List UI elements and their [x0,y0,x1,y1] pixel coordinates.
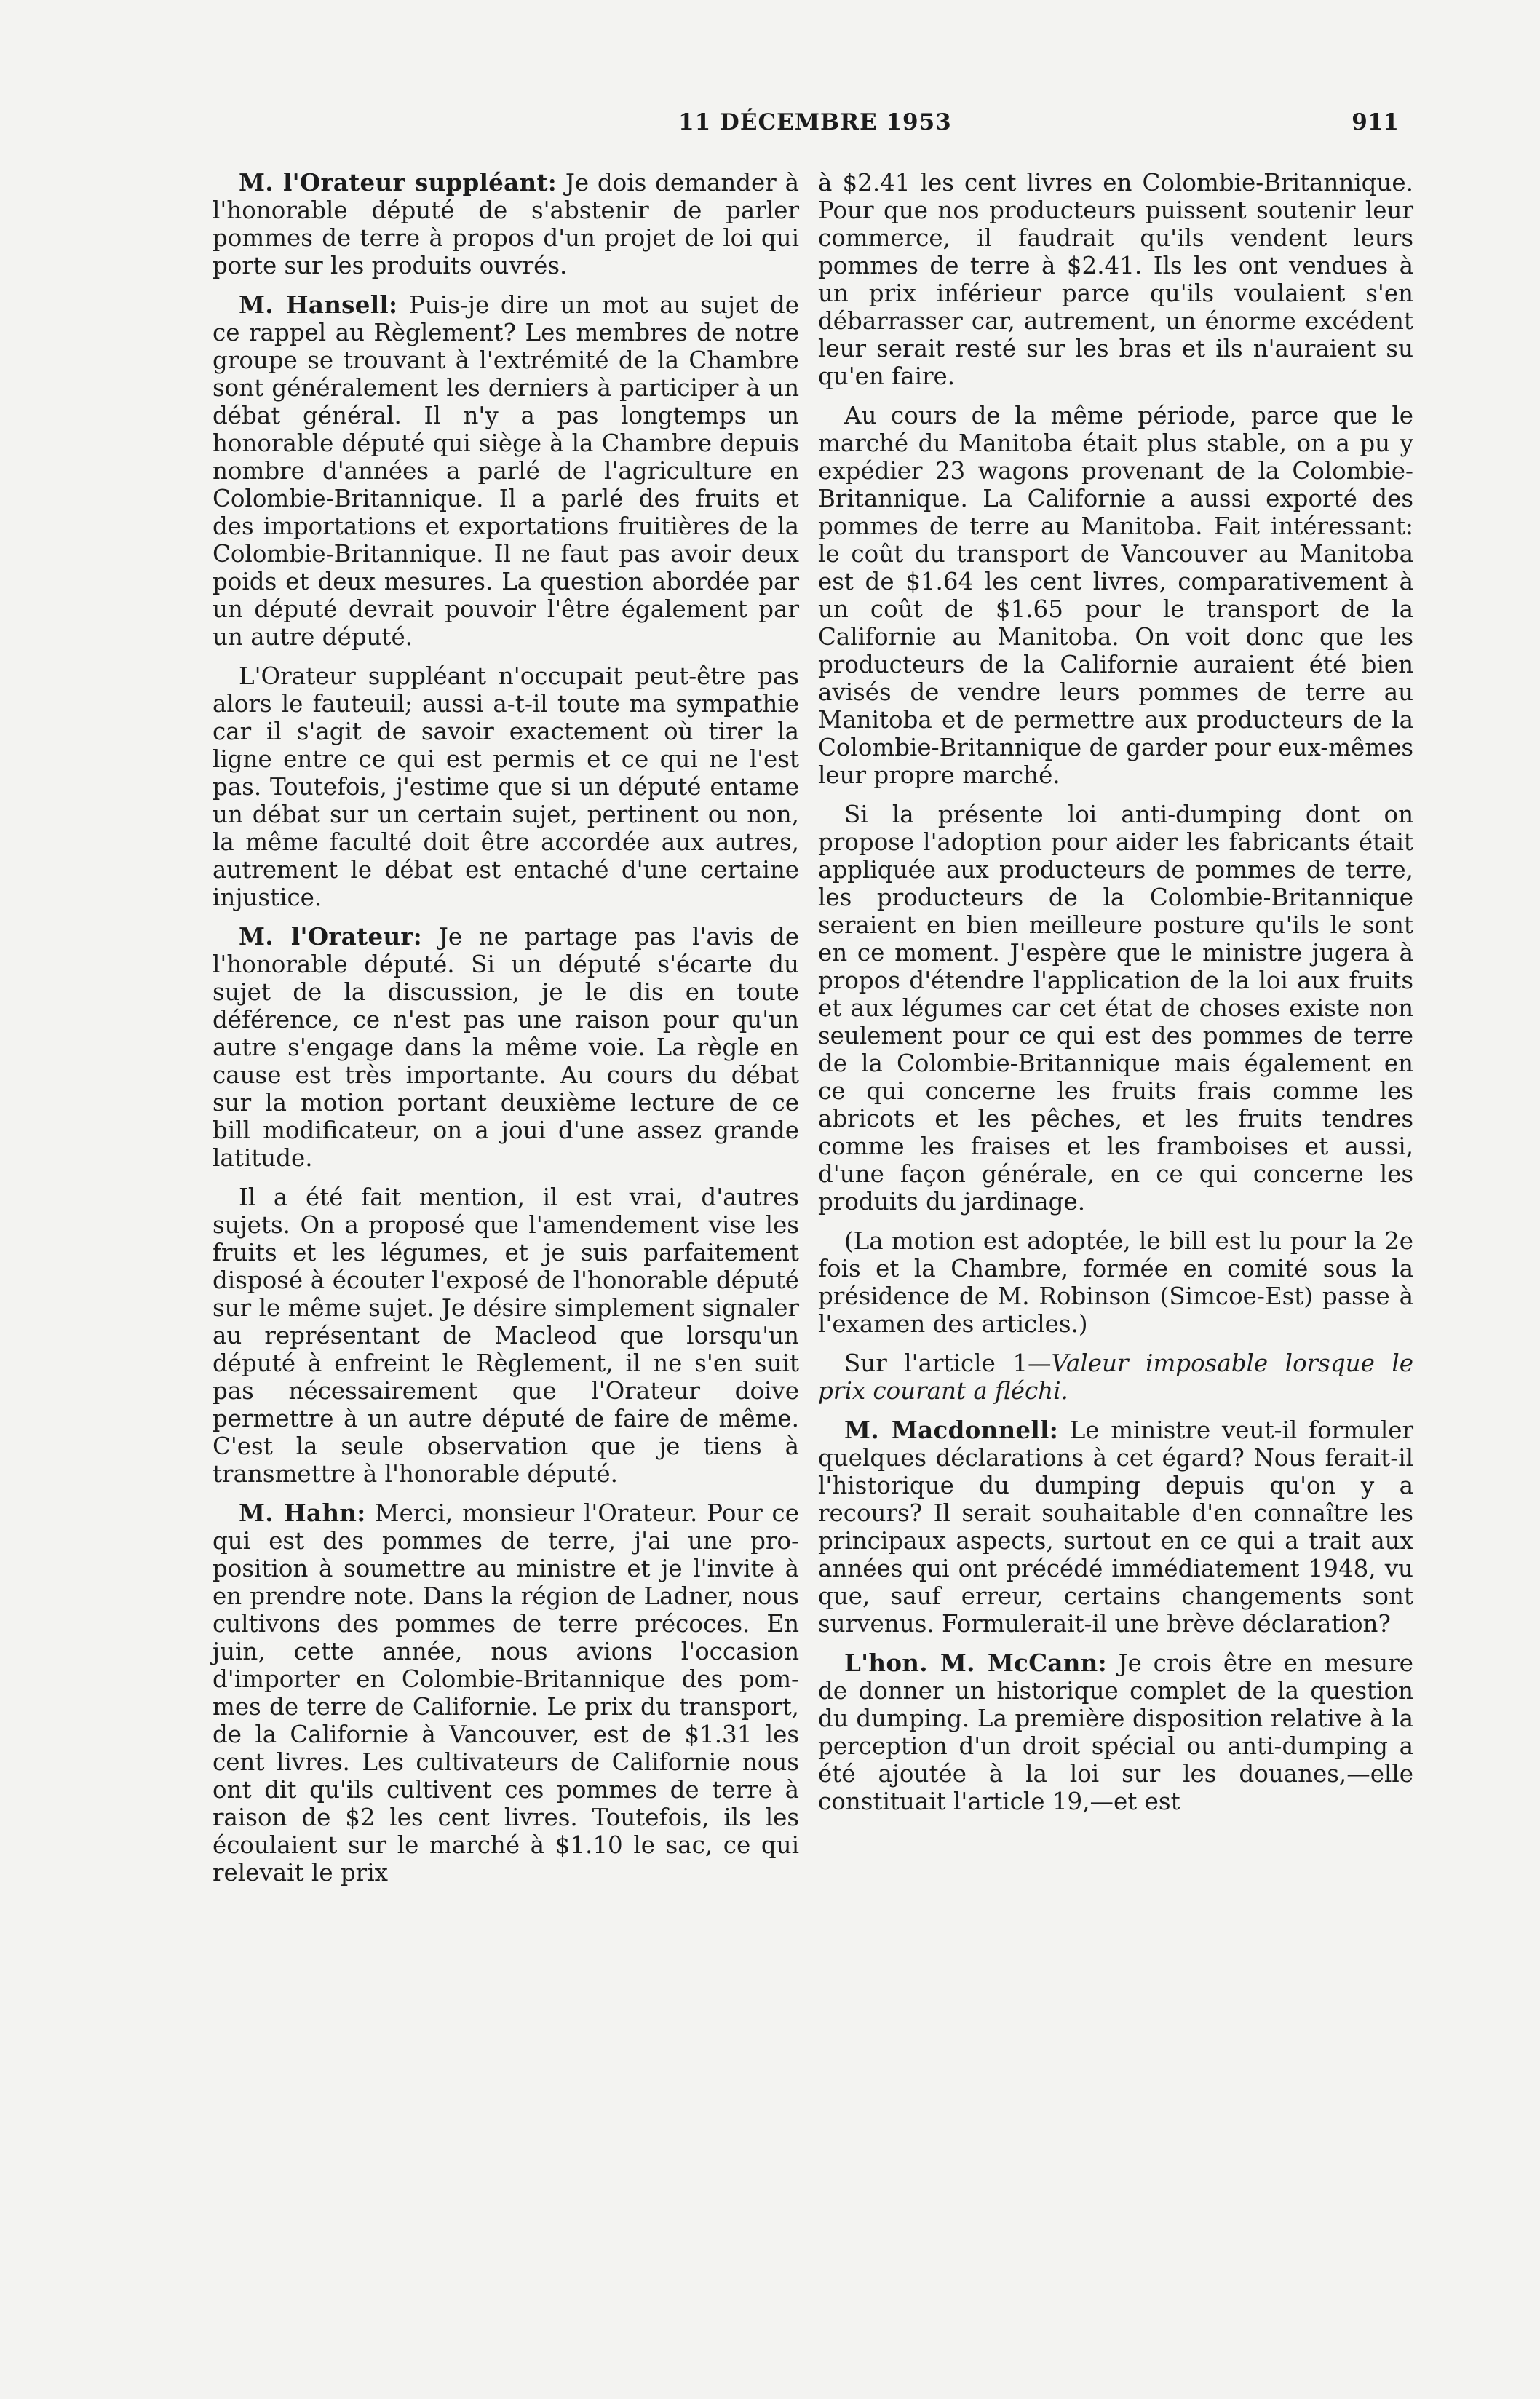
paragraph-text: Merci, monsieur l'Orateur. Pour ce qui est des pommes de terre, j'ai une proposition à soumettre au ministre et je l'invite à en prendre note. Dans la région de Ladner, nous cultivons des pommes de terre précoces. En juin, cette année, nous avions l'occasion d'importer en Colombie-Britannique des pommes de terre de Californie. Le prix du transport, de la Californie à Vancouver, est de $1.31 les cent livres. Les cultivateurs de Californie nous ont dit qu'ils cultivent ces pommes de terre à raison de $2 les cent livres. Toutefois, ils les écoulaient sur le marché à $1.10 le sac, ce qui relevait le prix [213,1499,799,1887]
paragraph [818,1349,1413,1405]
paragraph: Si la présente loi anti-dumping dont on propose l'adoption pour aider les fabricants était appliquée aux producteurs de pommes de terre, les producteurs de la Colombie-Britannique seraient en bien meilleure posture qu'ils le sont en ce moment. J'espère que le ministre jugera à propos d'étendre l'application de la loi aux fruits et aux légumes car cet état de choses existe non seulement pour ce qui est des pommes de terre de la Colombie-Britannique mais également en ce qui concerne les fruits frais comme les abricots et les pêches, et les fruits tendres comme les fraises et les framboises et aussi, d'une façon générale, en ce qui concerne les produits du jardinage. [818,801,1413,1216]
paragraph: Il a été fait mention, il est vrai, d'autres sujets. On a proposé que l'amendement vise les fruits et les légumes, et je suis parfaitement disposé à écouter l'exposé de l'honorable député sur le même sujet. Je désire simplement signaler au représentant de Macleod que lorsqu'un député à enfreint le Règlement, il ne s'en suit pas nécessairement que l'Orateur doive permettre à un autre député de faire de même. C'est la seule observation que je tiens à transmettre à l'honorable député. [213,1183,799,1488]
paragraph [818,1649,1413,1815]
paragraph: à $2.41 les cent livres en Colombie-Britannique. Pour que nos producteurs puissent soutenir leur commerce, il faudrait qu'ils vendent leurs pommes de terre à $2.41. Ils les ont vendues à un prix inférieur parce qu'ils voulaient s'en débarrasser car, autrement, un énorme excédent leur serait resté sur les bras et ils n'auraient su qu'en faire. [818,169,1413,390]
paragraph-text: Je dois demander à l'honorable député de s'abstenir de parler pommes de terre à propos d'un projet de loi qui porte sur les produits ouvrés. [213,169,799,279]
paragraph: Au cours de la même période, parce que le marché du Manitoba était plus stable, on a pu y expédier 23 wagons provenant de la Colombie-Britannique. La Californie a aussi exporté des pommes de terre au Manitoba. Fait intéressant: le coût du transport de Vancouver au Manitoba est de $1.64 les cent livres, comparativement à un coût de $1.65 pour le transport de la Californie au Manitoba. On voit donc que les producteurs de la Californie auraient été bien avisés de vendre leurs pommes de terre au Manitoba et de permettre aux producteurs de la Colombie-Britannique de garder pour eux-mêmes leur propre marché. [818,402,1413,789]
speaker-name: M. l'Orateur: [239,922,423,951]
paragraph: (La motion est adoptée, le bill est lu pour la 2e fois et la Chambre, formée en comité sous la présidence de M. Robinson (Simcoe-Est) passe à l'examen des articles.) [818,1227,1413,1338]
speaker-name: M. Hahn: [239,1499,366,1527]
paragraph-text: Puis-je dire un mot au sujet de ce rappel au Règlement? Les membres de notre groupe se trouvant à l'extrémité de la Chambre sont généralement les derniers à participer à un débat général. Il n'y a pas longtemps un honorable député qui siège à la Chambre depuis nombre d'années a parlé de l'agriculture en Colombie-Britannique. Il a parlé des fruits et des importations et exportations fruitières de la Colombie-Britannique. Il ne faut pas avoir deux poids et deux mesures. La question abordée par un député devrait pouvoir l'être également par un autre député. [213,291,799,651]
paragraph [818,1416,1413,1638]
paragraph: L'Orateur suppléant n'occupait peut-être pas alors le fauteuil; aussi a-t-il toute ma sympathie car il s'agit de savoir exactement où tirer la ligne entre ce qui est permis et ce qui ne l'est pas. Toutefois, j'estime que si un député entame un débat sur un certain sujet, pertinent ou non, la même faculté doit être accordée aux autres, autrement le débat est entaché d'une certaine injustice. [213,662,799,911]
paragraph-text: Le ministre veut-il formuler quelques déclarations à cet égard? Nous ferait-il l'historique du dumping depuis qu'on y a recours? Il serait souhaitable d'en connaître les principaux aspects, surtout en ce qui a trait aux années qui ont précédé immédiatement 1948, vu que, sauf erreur, certains changements sont survenus. Formulerait-il une brève déclaration? [818,1416,1414,1638]
header-date: 11 DÉCEMBRE 1953 [678,109,952,135]
speaker-name: M. l'Orateur suppléant: [239,168,557,197]
article-prefix: Sur l'article 1— [844,1349,1052,1377]
speaker-name: L'hon. M. McCann: [844,1649,1107,1677]
paragraph [213,1499,799,1887]
paragraph [213,291,799,651]
left-column [213,169,799,1898]
article-title: Valeur imposable lorsque le prix courant a fléchi. [818,1349,1413,1405]
right-column [818,169,1413,1827]
speaker-name: M. Macdonnell: [844,1416,1059,1444]
speaker-name: M. Hansell: [239,290,398,319]
page-header [213,109,1399,146]
paragraph [213,923,799,1172]
paragraph-text: Je crois être en mesure de donner un historique complet de la question du dumping. La première disposition relative à la perception d'un droit spécial ou anti-dumping a été ajoutée à la loi sur les douanes,—elle constituait l'article 19,—et est [818,1649,1414,1815]
paragraph-text: Je ne partage pas l'avis de l'honorable député. Si un député s'écarte du sujet de la discussion, je le dis en toute déférence, ce n'est pas une raison pour qu'un autre s'engage dans la même voie. La règle en cause est très importante. Au cours du débat sur la motion portant deuxième lecture de ce bill modificateur, on a joui d'une assez grande latitude. [213,923,799,1172]
paragraph [213,169,799,279]
page-number: 911 [1352,109,1399,135]
